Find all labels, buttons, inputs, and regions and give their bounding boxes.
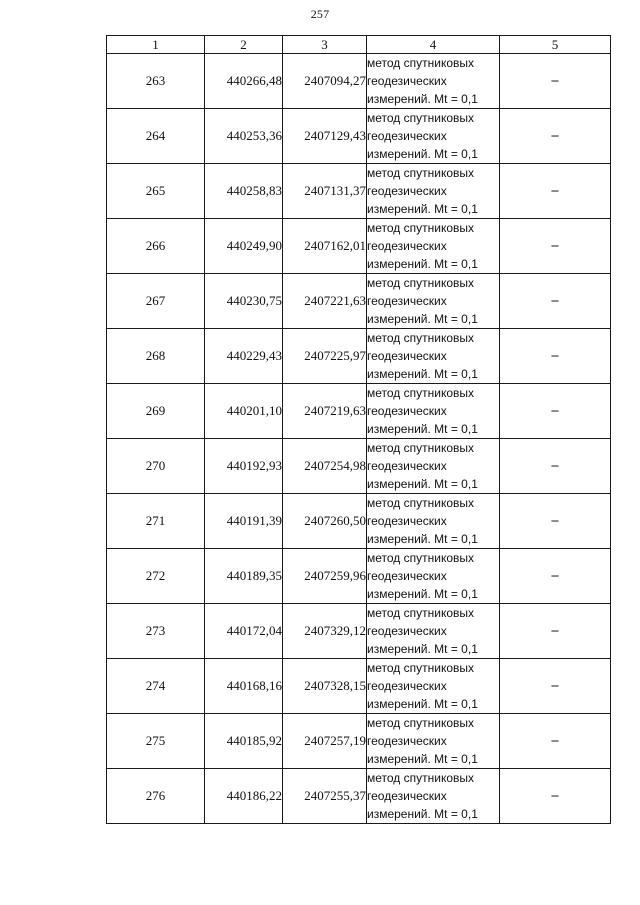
x-coordinate-cell: 440266,48 [205, 54, 283, 109]
method-cell [367, 494, 500, 549]
method-line: измерений. Mt = 0,1 [367, 422, 478, 436]
table-row [107, 329, 611, 384]
table-row [107, 769, 611, 824]
method-cell [367, 384, 500, 439]
point-number-cell: 269 [107, 384, 205, 439]
x-coordinate-cell: 440229,43 [205, 329, 283, 384]
table-row [107, 164, 611, 219]
point-number-cell: 266 [107, 219, 205, 274]
method-cell [367, 54, 500, 109]
method-line: метод спутниковых [367, 331, 475, 345]
x-coordinate-cell: 440185,92 [205, 714, 283, 769]
method-line: измерений. Mt = 0,1 [367, 697, 478, 711]
point-number-cell: 264 [107, 109, 205, 164]
x-coordinate-cell: 440191,39 [205, 494, 283, 549]
method-line: метод спутниковых [367, 276, 475, 290]
point-number-cell: 274 [107, 659, 205, 714]
y-coordinate-cell: 2407162,01 [283, 219, 367, 274]
method-cell [367, 274, 500, 329]
note-cell: – [500, 274, 611, 329]
point-number-cell: 276 [107, 769, 205, 824]
y-coordinate-cell: 2407329,12 [283, 604, 367, 659]
method-line: измерений. Mt = 0,1 [367, 367, 478, 381]
method-line: метод спутниковых [367, 771, 475, 785]
method-line: геодезических [367, 294, 447, 308]
method-line: геодезических [367, 74, 447, 88]
table-row [107, 439, 611, 494]
y-coordinate-cell: 2407255,37 [283, 769, 367, 824]
method-line: геодезических [367, 349, 447, 363]
y-coordinate-cell: 2407260,50 [283, 494, 367, 549]
table-row [107, 494, 611, 549]
x-coordinate-cell: 440258,83 [205, 164, 283, 219]
method-cell [367, 659, 500, 714]
method-cell [367, 439, 500, 494]
method-line: геодезических [367, 404, 447, 418]
method-line: геодезических [367, 184, 447, 198]
header-cell-2: 2 [205, 36, 283, 54]
method-line: геодезических [367, 789, 447, 803]
note-cell: – [500, 549, 611, 604]
point-number-cell: 271 [107, 494, 205, 549]
x-coordinate-cell: 440253,36 [205, 109, 283, 164]
point-number-cell: 275 [107, 714, 205, 769]
method-line: измерений. Mt = 0,1 [367, 257, 478, 271]
header-cell-5: 5 [500, 36, 611, 54]
x-coordinate-cell: 440189,35 [205, 549, 283, 604]
note-cell: – [500, 439, 611, 494]
table-row [107, 549, 611, 604]
x-coordinate-cell: 440172,04 [205, 604, 283, 659]
method-cell [367, 109, 500, 164]
table-row [107, 219, 611, 274]
method-line: метод спутниковых [367, 441, 475, 455]
point-number-cell: 268 [107, 329, 205, 384]
method-line: метод спутниковых [367, 386, 475, 400]
table-row [107, 659, 611, 714]
x-coordinate-cell: 440201,10 [205, 384, 283, 439]
table-row [107, 109, 611, 164]
y-coordinate-cell: 2407259,96 [283, 549, 367, 604]
point-number-cell: 273 [107, 604, 205, 659]
note-cell: – [500, 109, 611, 164]
note-cell: – [500, 769, 611, 824]
coordinates-table [106, 35, 611, 824]
note-cell: – [500, 714, 611, 769]
y-coordinate-cell: 2407094,27 [283, 54, 367, 109]
method-line: геодезических [367, 569, 447, 583]
header-cell-4: 4 [367, 36, 500, 54]
x-coordinate-cell: 440249,90 [205, 219, 283, 274]
method-line: метод спутниковых [367, 221, 475, 235]
point-number-cell: 272 [107, 549, 205, 604]
y-coordinate-cell: 2407221,63 [283, 274, 367, 329]
method-line: геодезических [367, 514, 447, 528]
method-line: геодезических [367, 624, 447, 638]
method-line: метод спутниковых [367, 166, 475, 180]
y-coordinate-cell: 2407257,19 [283, 714, 367, 769]
method-line: метод спутниковых [367, 551, 475, 565]
method-line: геодезических [367, 679, 447, 693]
method-cell [367, 714, 500, 769]
table-header-row [107, 36, 611, 54]
note-cell: – [500, 54, 611, 109]
method-line: измерений. Mt = 0,1 [367, 807, 478, 821]
method-line: метод спутниковых [367, 56, 475, 70]
point-number-cell: 270 [107, 439, 205, 494]
y-coordinate-cell: 2407225,97 [283, 329, 367, 384]
method-line: метод спутниковых [367, 661, 475, 675]
method-line: метод спутниковых [367, 111, 475, 125]
method-line: геодезических [367, 734, 447, 748]
method-line: метод спутниковых [367, 606, 475, 620]
method-cell [367, 164, 500, 219]
table-row [107, 274, 611, 329]
method-cell [367, 769, 500, 824]
note-cell: – [500, 164, 611, 219]
point-number-cell: 263 [107, 54, 205, 109]
method-line: измерений. Mt = 0,1 [367, 92, 478, 106]
method-line: измерений. Mt = 0,1 [367, 532, 478, 546]
method-line: измерений. Mt = 0,1 [367, 642, 478, 656]
note-cell: – [500, 384, 611, 439]
method-line: геодезических [367, 239, 447, 253]
header-cell-3: 3 [283, 36, 367, 54]
method-cell [367, 329, 500, 384]
method-line: метод спутниковых [367, 496, 475, 510]
method-line: геодезических [367, 459, 447, 473]
note-cell: – [500, 494, 611, 549]
point-number-cell: 267 [107, 274, 205, 329]
table-row [107, 384, 611, 439]
method-line: метод спутниковых [367, 716, 475, 730]
table-row [107, 714, 611, 769]
table-row [107, 604, 611, 659]
y-coordinate-cell: 2407219,63 [283, 384, 367, 439]
note-cell: – [500, 604, 611, 659]
point-number-cell: 265 [107, 164, 205, 219]
method-line: измерений. Mt = 0,1 [367, 202, 478, 216]
method-cell [367, 549, 500, 604]
method-line: измерений. Mt = 0,1 [367, 587, 478, 601]
header-cell-1: 1 [107, 36, 205, 54]
y-coordinate-cell: 2407131,37 [283, 164, 367, 219]
y-coordinate-cell: 2407328,15 [283, 659, 367, 714]
note-cell: – [500, 219, 611, 274]
method-line: измерений. Mt = 0,1 [367, 312, 478, 326]
method-line: измерений. Mt = 0,1 [367, 752, 478, 766]
method-line: измерений. Mt = 0,1 [367, 477, 478, 491]
method-line: геодезических [367, 129, 447, 143]
x-coordinate-cell: 440192,93 [205, 439, 283, 494]
x-coordinate-cell: 440186,22 [205, 769, 283, 824]
method-cell [367, 219, 500, 274]
x-coordinate-cell: 440168,16 [205, 659, 283, 714]
x-coordinate-cell: 440230,75 [205, 274, 283, 329]
y-coordinate-cell: 2407129,43 [283, 109, 367, 164]
y-coordinate-cell: 2407254,98 [283, 439, 367, 494]
method-cell [367, 604, 500, 659]
page-number: 257 [310, 7, 330, 21]
method-line: измерений. Mt = 0,1 [367, 147, 478, 161]
note-cell: – [500, 659, 611, 714]
note-cell: – [500, 329, 611, 384]
table-row [107, 54, 611, 109]
